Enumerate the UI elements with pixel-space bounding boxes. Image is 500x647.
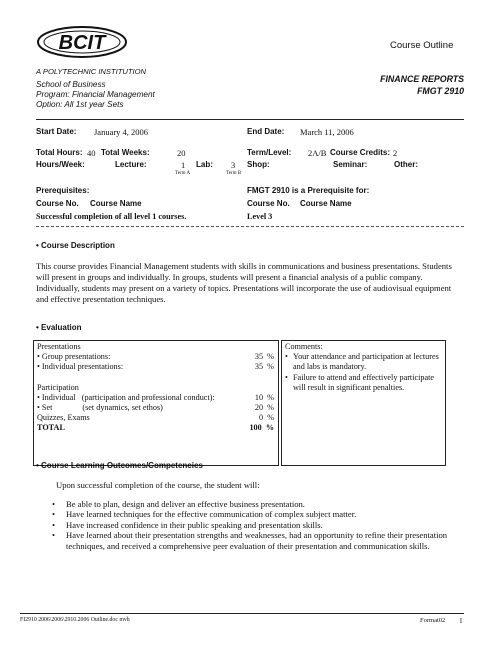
comment-penalties: Failure to attend and effectively participate will result in significant penalties. [293, 372, 435, 392]
evaluation-heading-text: Evaluation [41, 323, 82, 332]
footer-rule [20, 613, 464, 614]
list-item: • Have learned techniques for the effective communication of complex subject matter. [52, 509, 357, 520]
list-item: • Be able to plan, design and deliver an effective business presentation. [52, 499, 305, 509]
shop-label: Shop: [247, 160, 270, 169]
tagline: A POLYTECHNIC INSTITUTION [36, 67, 146, 76]
footer-format: Format02 [420, 617, 446, 624]
pct-sign: % [267, 403, 274, 413]
term-value: 2A/B [308, 148, 327, 158]
part-individual-label: • Individual [37, 392, 76, 402]
course-code: FMGT 2910 [417, 86, 464, 96]
part-set-desc: (set dynamics, set ethos) [82, 403, 163, 413]
pct-sign: % [267, 413, 274, 423]
comments-heading: Comments: [285, 342, 323, 351]
prereq-for-col-course-name: Course Name [300, 199, 352, 208]
total-weeks-label: Total Weeks: [101, 148, 150, 157]
list-item: • Have increased confidence in their public speaking and presentation skills. [52, 519, 323, 530]
participation-label: Participation [37, 382, 79, 392]
start-date-value: January 4, 2006 [94, 127, 149, 137]
bcit-logo [36, 22, 128, 62]
lecture-label: Lecture: [115, 160, 147, 169]
prereq-heading: Prerequisites: [36, 186, 90, 195]
seminar-label: Seminar: [333, 160, 368, 169]
lecture-value: 1 [181, 160, 186, 170]
total-label: TOTAL [37, 423, 65, 433]
hours-week-label: Hours/Week: [36, 160, 85, 169]
prereq-for-heading: FMGT 2910 is a Prerequisite for: [247, 186, 370, 195]
quizzes-label: Quizzes, Exams [37, 413, 90, 423]
presentations-label: Presentations [37, 342, 81, 351]
page-number: 1 [459, 616, 463, 625]
comments-box: Comments: • Your attendance and participation at lectures and labs is mandatory. • Failure to attend and effectively participate will result in significant penalties. [281, 340, 446, 466]
start-date-label: Start Date: [36, 127, 77, 136]
outcomes-intro: Upon successful completion of the course, the student will: [56, 480, 260, 490]
lab-note: Term B [226, 171, 242, 176]
group-presentations-value: 35 [254, 352, 264, 362]
prereq-col-course-no: Course No. [36, 199, 79, 208]
individual-presentations-value: 35 [254, 362, 264, 372]
pct-sign: % [265, 423, 274, 433]
course-title: FINANCE REPORTS [380, 74, 464, 84]
pct-sign: % [267, 392, 274, 402]
description-text: This course provides Financial Management students with skills in communications and business presentations. Students will present in groups and individually. In groups, students will present a financial analysis of a public company. Individually, students may present on a variety of topics. Presentations will incorporate the use of audiovisual equipment and effective presentation techniques. [36, 261, 452, 304]
evaluation-heading: • Evaluation [36, 323, 82, 332]
lab-label: Lab: [196, 160, 213, 169]
comment-attendance: Your attendance and participation at lectures and labs is mandatory. [293, 352, 439, 372]
part-set-label: • Set [37, 403, 53, 413]
total-hours-label: Total Hours: [36, 148, 83, 157]
footer-file: FI2910 2006\2006\2910.2006 Outline.doc mvh [20, 617, 130, 623]
outcomes-heading: • Course Learning Outcomes/Competencies [36, 461, 203, 470]
end-date-label: End Date: [247, 127, 285, 136]
option-name: Option: All 1st year Sets [36, 100, 124, 109]
description-heading: • Course Description [36, 241, 115, 250]
evaluation-table [33, 340, 279, 466]
list-item: • Have learned about their presentation strengths and weaknesses, had an opportunity to refine their presentation techniques, and received a comprehensive peer evaluation of their presentation and communication skills. [52, 530, 448, 551]
prereq-col-course-name: Course Name [90, 199, 142, 208]
prereq-for-value: Level 3 [247, 212, 273, 221]
course-outline-label: Course Outline [390, 40, 454, 51]
part-individual-desc: (participation and professional conduct): [81, 392, 215, 402]
credits-value: 2 [393, 148, 398, 158]
pct-sign: % [267, 362, 274, 372]
prereq-rule [36, 226, 464, 227]
group-presentations-label: • Group presentations: [37, 352, 111, 362]
end-date-value: March 11, 2006 [300, 127, 354, 137]
other-label: Other: [394, 160, 418, 169]
prereq-value: Successful completion of all level 1 courses. [36, 212, 187, 221]
school-name: School of Business [36, 80, 106, 89]
outcomes-list [52, 499, 457, 551]
lecture-note: Term A [175, 171, 191, 176]
logo-text: BCIT [58, 32, 106, 54]
term-label: Term/Level: [247, 148, 292, 157]
prereq-for-col-course-no: Course No. [247, 199, 290, 208]
description-heading-text: Course Description [41, 241, 115, 250]
credits-label: Course Credits: [330, 148, 391, 157]
quizzes-value: 0 [258, 413, 264, 423]
total-weeks-value: 20 [177, 148, 186, 158]
header-rule [36, 119, 464, 120]
total-hours-value: 40 [87, 148, 96, 158]
part-individual-value: 10 [254, 392, 264, 402]
outcomes-heading-text: Course Learning Outcomes/Competencies [41, 461, 203, 470]
part-set-value: 20 [254, 403, 264, 413]
program-name: Program: Financial Management [36, 90, 155, 99]
total-value: 100 [249, 423, 262, 433]
lab-value: 3 [231, 160, 236, 170]
individual-presentations-label: • Individual presentations: [37, 362, 124, 372]
pct-sign: % [267, 352, 274, 362]
